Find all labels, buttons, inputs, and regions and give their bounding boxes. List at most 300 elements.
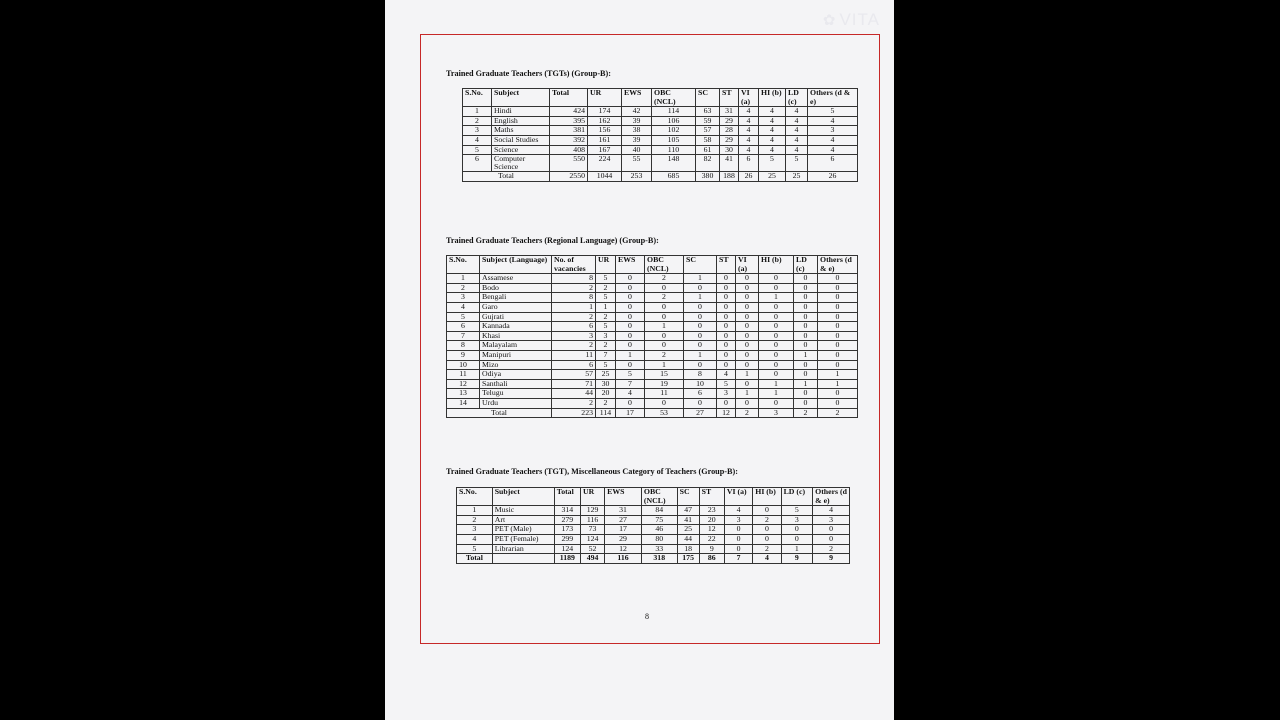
table-cell: 82 xyxy=(696,155,720,172)
table-cell: 0 xyxy=(794,322,818,332)
table-cell: 3 xyxy=(808,126,858,136)
table-cell: 9 xyxy=(699,544,724,554)
column-header: Subject xyxy=(492,89,550,107)
table-cell: 0 xyxy=(736,312,759,322)
total-cell: 3 xyxy=(759,408,794,418)
table-cell: 550 xyxy=(550,155,588,172)
table-cell: Social Studies xyxy=(492,135,550,145)
table-cell: 0 xyxy=(684,322,717,332)
table-cell: 0 xyxy=(645,398,684,408)
table-row xyxy=(447,293,858,303)
column-header: LD (c) xyxy=(781,488,813,506)
table-cell: 3 xyxy=(457,525,493,535)
table-cell: 0 xyxy=(645,331,684,341)
table-cell: 3 xyxy=(724,515,752,525)
table-cell: 5 xyxy=(596,360,616,370)
table-cell: 156 xyxy=(588,126,622,136)
table-cell: 224 xyxy=(588,155,622,172)
table-cell: 4 xyxy=(457,534,493,544)
column-header: HI (b) xyxy=(759,89,786,107)
total-cell: 494 xyxy=(580,554,604,564)
table-row xyxy=(463,135,858,145)
table-cell: 4 xyxy=(813,506,850,516)
total-cell: 1189 xyxy=(554,554,580,564)
total-cell: 253 xyxy=(622,172,652,182)
table-cell: 5 xyxy=(463,145,492,155)
total-cell: 2 xyxy=(736,408,759,418)
table-cell: 4 xyxy=(786,135,808,145)
table-cell: 110 xyxy=(652,145,696,155)
table-row xyxy=(447,350,858,360)
table-cell: 0 xyxy=(794,341,818,351)
table-cell: 0 xyxy=(794,293,818,303)
table-cell: 3 xyxy=(447,293,480,303)
table-cell: 2 xyxy=(596,398,616,408)
table-cell: Khasi xyxy=(480,331,552,341)
total-cell: 223 xyxy=(552,408,596,418)
table-header-row xyxy=(463,89,858,107)
table-cell: 116 xyxy=(580,515,604,525)
tgt-table xyxy=(462,88,858,182)
table-cell: 1 xyxy=(684,293,717,303)
regional-language-table xyxy=(446,255,858,418)
table-cell: 0 xyxy=(818,350,858,360)
column-header: Total xyxy=(554,488,580,506)
table-cell: Santhali xyxy=(480,379,552,389)
table-cell: 5 xyxy=(596,322,616,332)
table-cell: 2 xyxy=(645,350,684,360)
table-cell: 59 xyxy=(696,116,720,126)
total-cell: Total xyxy=(447,408,552,418)
table-cell: 58 xyxy=(696,135,720,145)
table-cell: 1 xyxy=(447,274,480,284)
table-cell: 0 xyxy=(616,312,645,322)
table-total-row xyxy=(463,172,858,182)
column-header: ST xyxy=(720,89,739,107)
table-cell: 38 xyxy=(622,126,652,136)
table-cell: 2 xyxy=(645,293,684,303)
table-cell: 0 xyxy=(616,302,645,312)
table-cell: 46 xyxy=(641,525,677,535)
table-cell: 11 xyxy=(645,389,684,399)
table-cell: 0 xyxy=(736,350,759,360)
table-row xyxy=(447,274,858,284)
watermark-text: VITA xyxy=(839,10,880,29)
table-cell: 5 xyxy=(457,544,493,554)
table-cell: Science xyxy=(492,145,550,155)
table-cell: 0 xyxy=(794,331,818,341)
table-cell: 161 xyxy=(588,135,622,145)
table-cell: 5 xyxy=(596,293,616,303)
table-cell: 0 xyxy=(794,312,818,322)
column-header: OBC (NCL) xyxy=(641,488,677,506)
table-cell: 20 xyxy=(596,389,616,399)
table-cell: 4 xyxy=(759,107,786,117)
table-cell: Mizo xyxy=(480,360,552,370)
table-cell: 8 xyxy=(447,341,480,351)
table-cell: 33 xyxy=(641,544,677,554)
table-cell: 4 xyxy=(717,370,736,380)
table-cell: 44 xyxy=(552,389,596,399)
table-cell: 3 xyxy=(596,331,616,341)
table-cell: 29 xyxy=(720,116,739,126)
total-cell: 2 xyxy=(794,408,818,418)
table-cell: 1 xyxy=(736,370,759,380)
table-cell: 2 xyxy=(552,341,596,351)
table-header-row xyxy=(457,488,850,506)
table-cell: PET (Female) xyxy=(492,534,554,544)
table-cell: 2 xyxy=(552,398,596,408)
table-cell: 0 xyxy=(759,322,794,332)
table-cell: 4 xyxy=(808,116,858,126)
table-cell: 4 xyxy=(759,145,786,155)
table-cell: 0 xyxy=(684,283,717,293)
table-cell: 5 xyxy=(447,312,480,322)
table-cell: 105 xyxy=(652,135,696,145)
table-cell: 0 xyxy=(794,398,818,408)
table-cell: 0 xyxy=(794,360,818,370)
total-cell: 685 xyxy=(652,172,696,182)
table-cell: 0 xyxy=(717,302,736,312)
table-cell: 2 xyxy=(596,341,616,351)
table-cell: 0 xyxy=(759,302,794,312)
table-cell: Art xyxy=(492,515,554,525)
table-cell: 4 xyxy=(739,126,759,136)
table-cell: 30 xyxy=(596,379,616,389)
column-header: ST xyxy=(717,256,736,274)
table-cell: 314 xyxy=(554,506,580,516)
table-cell: 22 xyxy=(699,534,724,544)
table-cell: 8 xyxy=(684,370,717,380)
table-cell: 0 xyxy=(717,341,736,351)
table-cell: Garo xyxy=(480,302,552,312)
table-cell: 5 xyxy=(596,274,616,284)
total-cell: 12 xyxy=(717,408,736,418)
total-cell: 9 xyxy=(781,554,813,564)
misc-category-table xyxy=(456,487,850,564)
table-cell: 4 xyxy=(808,145,858,155)
table-cell: 0 xyxy=(759,360,794,370)
table-cell: 31 xyxy=(605,506,642,516)
table-cell: 57 xyxy=(696,126,720,136)
total-cell: 4 xyxy=(753,554,781,564)
table-cell: Hindi xyxy=(492,107,550,117)
table-cell: 0 xyxy=(736,283,759,293)
table-cell: 10 xyxy=(684,379,717,389)
table-cell: 0 xyxy=(818,341,858,351)
table-cell: 55 xyxy=(622,155,652,172)
table-cell: 3 xyxy=(717,389,736,399)
total-cell xyxy=(492,554,554,564)
table-cell: 0 xyxy=(616,283,645,293)
total-cell: 25 xyxy=(759,172,786,182)
table-cell: 6 xyxy=(552,322,596,332)
total-cell: 26 xyxy=(739,172,759,182)
table-cell: 44 xyxy=(677,534,699,544)
table-cell: 0 xyxy=(684,331,717,341)
table-cell: 106 xyxy=(652,116,696,126)
table-cell: 4 xyxy=(739,107,759,117)
table-cell: 162 xyxy=(588,116,622,126)
column-header: SC xyxy=(684,256,717,274)
column-header: UR xyxy=(580,488,604,506)
total-cell: 318 xyxy=(641,554,677,564)
column-header: EWS xyxy=(622,89,652,107)
table-cell: 279 xyxy=(554,515,580,525)
table-cell: Malayalam xyxy=(480,341,552,351)
table-row xyxy=(447,389,858,399)
table-cell: 2 xyxy=(552,283,596,293)
column-header: LD (c) xyxy=(786,89,808,107)
table-cell: 15 xyxy=(645,370,684,380)
table-cell: 0 xyxy=(736,360,759,370)
table-row xyxy=(463,116,858,126)
table-cell: 4 xyxy=(759,135,786,145)
table-cell: 0 xyxy=(818,322,858,332)
table-cell: 392 xyxy=(550,135,588,145)
table-cell: 0 xyxy=(759,370,794,380)
table-cell: 2 xyxy=(813,544,850,554)
table-cell: 0 xyxy=(616,274,645,284)
table-cell: 0 xyxy=(724,544,752,554)
table-cell: 25 xyxy=(596,370,616,380)
table-cell: 0 xyxy=(759,341,794,351)
column-header: LD (c) xyxy=(794,256,818,274)
table-cell: 1 xyxy=(794,350,818,360)
column-header: Others (d & e) xyxy=(808,89,858,107)
table-cell: 13 xyxy=(447,389,480,399)
table-cell: 73 xyxy=(580,525,604,535)
table-cell: 0 xyxy=(759,274,794,284)
table-cell: 129 xyxy=(580,506,604,516)
table-cell: 5 xyxy=(786,155,808,172)
table-cell: 6 xyxy=(447,322,480,332)
total-cell: 86 xyxy=(699,554,724,564)
page-number: 8 xyxy=(645,612,649,621)
table-cell: 2 xyxy=(596,312,616,322)
table-row xyxy=(463,107,858,117)
table-row xyxy=(447,341,858,351)
table-cell: 0 xyxy=(724,525,752,535)
table-cell: 1 xyxy=(645,322,684,332)
total-cell: 53 xyxy=(645,408,684,418)
table-cell: 4 xyxy=(808,135,858,145)
table-cell: 0 xyxy=(759,283,794,293)
table-cell: 0 xyxy=(794,274,818,284)
column-header: OBC (NCL) xyxy=(645,256,684,274)
column-header: S.No. xyxy=(447,256,480,274)
vita-logo-icon: ✿ xyxy=(822,12,837,29)
table-cell: 6 xyxy=(808,155,858,172)
table-cell: 0 xyxy=(616,293,645,303)
table-cell: English xyxy=(492,116,550,126)
table-cell: 6 xyxy=(684,389,717,399)
table-cell: 148 xyxy=(652,155,696,172)
table-cell: 114 xyxy=(652,107,696,117)
table-cell: 27 xyxy=(605,515,642,525)
total-cell: 2550 xyxy=(550,172,588,182)
table-cell: 4 xyxy=(447,302,480,312)
table-cell: 0 xyxy=(645,302,684,312)
table-cell: 2 xyxy=(457,515,493,525)
table-cell: 299 xyxy=(554,534,580,544)
table-total-row xyxy=(447,408,858,418)
table-cell: 0 xyxy=(645,283,684,293)
total-cell: Total xyxy=(457,554,493,564)
total-cell: 2 xyxy=(818,408,858,418)
table-cell: 8 xyxy=(552,274,596,284)
table-cell: 0 xyxy=(794,302,818,312)
table-cell: 25 xyxy=(677,525,699,535)
table-cell: 0 xyxy=(818,293,858,303)
table-cell: Bodo xyxy=(480,283,552,293)
column-header: S.No. xyxy=(463,89,492,107)
table-row xyxy=(447,370,858,380)
table-cell: 0 xyxy=(736,398,759,408)
column-header: Others (d & e) xyxy=(818,256,858,274)
table-cell: 0 xyxy=(781,525,813,535)
column-header: UR xyxy=(588,89,622,107)
table-cell: 12 xyxy=(605,544,642,554)
column-header: EWS xyxy=(605,488,642,506)
table-cell: 0 xyxy=(759,331,794,341)
document-page xyxy=(385,0,894,720)
total-cell: 9 xyxy=(813,554,850,564)
total-cell: 26 xyxy=(808,172,858,182)
table-cell: 0 xyxy=(736,341,759,351)
table-row xyxy=(447,322,858,332)
table-cell: 1 xyxy=(684,274,717,284)
column-header: HI (b) xyxy=(759,256,794,274)
table-cell: 0 xyxy=(794,283,818,293)
table-cell: 5 xyxy=(759,155,786,172)
table-cell: 41 xyxy=(677,515,699,525)
table-cell: 0 xyxy=(759,312,794,322)
table-cell: 7 xyxy=(447,331,480,341)
total-cell: 175 xyxy=(677,554,699,564)
table-cell: 40 xyxy=(622,145,652,155)
table-cell: 0 xyxy=(818,389,858,399)
table-cell: 0 xyxy=(753,525,781,535)
table-cell: 0 xyxy=(759,350,794,360)
table-cell: 29 xyxy=(720,135,739,145)
table-cell: Music xyxy=(492,506,554,516)
total-cell: 116 xyxy=(605,554,642,564)
table-cell: 4 xyxy=(759,116,786,126)
table-cell: 1 xyxy=(781,544,813,554)
table-cell: 11 xyxy=(447,370,480,380)
column-header: VI (a) xyxy=(739,89,759,107)
table-cell: Librarian xyxy=(492,544,554,554)
table-cell: Assamese xyxy=(480,274,552,284)
table-cell: 1 xyxy=(818,370,858,380)
table-cell: 1 xyxy=(759,389,794,399)
table-cell: 10 xyxy=(447,360,480,370)
table-cell: 0 xyxy=(736,274,759,284)
table-row xyxy=(457,534,850,544)
table-cell: 0 xyxy=(717,312,736,322)
table-cell: Telugu xyxy=(480,389,552,399)
regional-section-title: Trained Graduate Teachers (Regional Language) (Group-B): xyxy=(446,236,659,245)
table-cell: 0 xyxy=(818,331,858,341)
table-total-row xyxy=(457,554,850,564)
table-cell: 0 xyxy=(736,302,759,312)
table-cell: 47 xyxy=(677,506,699,516)
column-header: UR xyxy=(596,256,616,274)
table-cell: 4 xyxy=(786,116,808,126)
table-cell: Computer Science xyxy=(492,155,550,172)
table-cell: 4 xyxy=(724,506,752,516)
table-cell: Urdu xyxy=(480,398,552,408)
table-cell: Maths xyxy=(492,126,550,136)
table-cell: 5 xyxy=(781,506,813,516)
column-header: VI (a) xyxy=(736,256,759,274)
table-row xyxy=(447,360,858,370)
table-cell: 29 xyxy=(605,534,642,544)
table-cell: 80 xyxy=(641,534,677,544)
table-cell: 395 xyxy=(550,116,588,126)
table-cell: 0 xyxy=(684,341,717,351)
table-cell: 39 xyxy=(622,135,652,145)
table-cell: Odiya xyxy=(480,370,552,380)
table-cell: PET (Male) xyxy=(492,525,554,535)
table-cell: 408 xyxy=(550,145,588,155)
table-cell: 174 xyxy=(588,107,622,117)
table-cell: 3 xyxy=(813,515,850,525)
table-cell: 6 xyxy=(463,155,492,172)
table-cell: 1 xyxy=(596,302,616,312)
table-cell: 0 xyxy=(616,360,645,370)
table-cell: 14 xyxy=(447,398,480,408)
table-cell: 0 xyxy=(736,293,759,303)
table-cell: 1 xyxy=(759,379,794,389)
table-cell: 1 xyxy=(463,107,492,117)
table-row xyxy=(447,379,858,389)
table-cell: 18 xyxy=(677,544,699,554)
table-cell: 0 xyxy=(813,525,850,535)
column-header: SC xyxy=(677,488,699,506)
table-cell: 0 xyxy=(736,322,759,332)
table-cell: 1 xyxy=(457,506,493,516)
table-cell: 9 xyxy=(447,350,480,360)
column-header: Total xyxy=(550,89,588,107)
vita-watermark xyxy=(823,10,880,30)
table-cell: 4 xyxy=(739,145,759,155)
table-cell: 3 xyxy=(552,331,596,341)
table-cell: 0 xyxy=(645,341,684,351)
table-cell: 124 xyxy=(554,544,580,554)
total-cell: 17 xyxy=(616,408,645,418)
table-cell: 4 xyxy=(616,389,645,399)
column-header: Others (d & e) xyxy=(813,488,850,506)
table-cell: 102 xyxy=(652,126,696,136)
column-header: VI (a) xyxy=(724,488,752,506)
table-cell: 0 xyxy=(645,312,684,322)
total-cell: 25 xyxy=(786,172,808,182)
table-row xyxy=(447,398,858,408)
table-cell: 2 xyxy=(753,544,781,554)
table-cell: 0 xyxy=(794,389,818,399)
table-cell: 52 xyxy=(580,544,604,554)
table-cell: 1 xyxy=(736,389,759,399)
table-cell: 7 xyxy=(596,350,616,360)
table-cell: 0 xyxy=(717,293,736,303)
table-row xyxy=(447,302,858,312)
table-cell: 30 xyxy=(720,145,739,155)
table-cell: 8 xyxy=(552,293,596,303)
table-cell: 5 xyxy=(808,107,858,117)
table-cell: 4 xyxy=(786,107,808,117)
